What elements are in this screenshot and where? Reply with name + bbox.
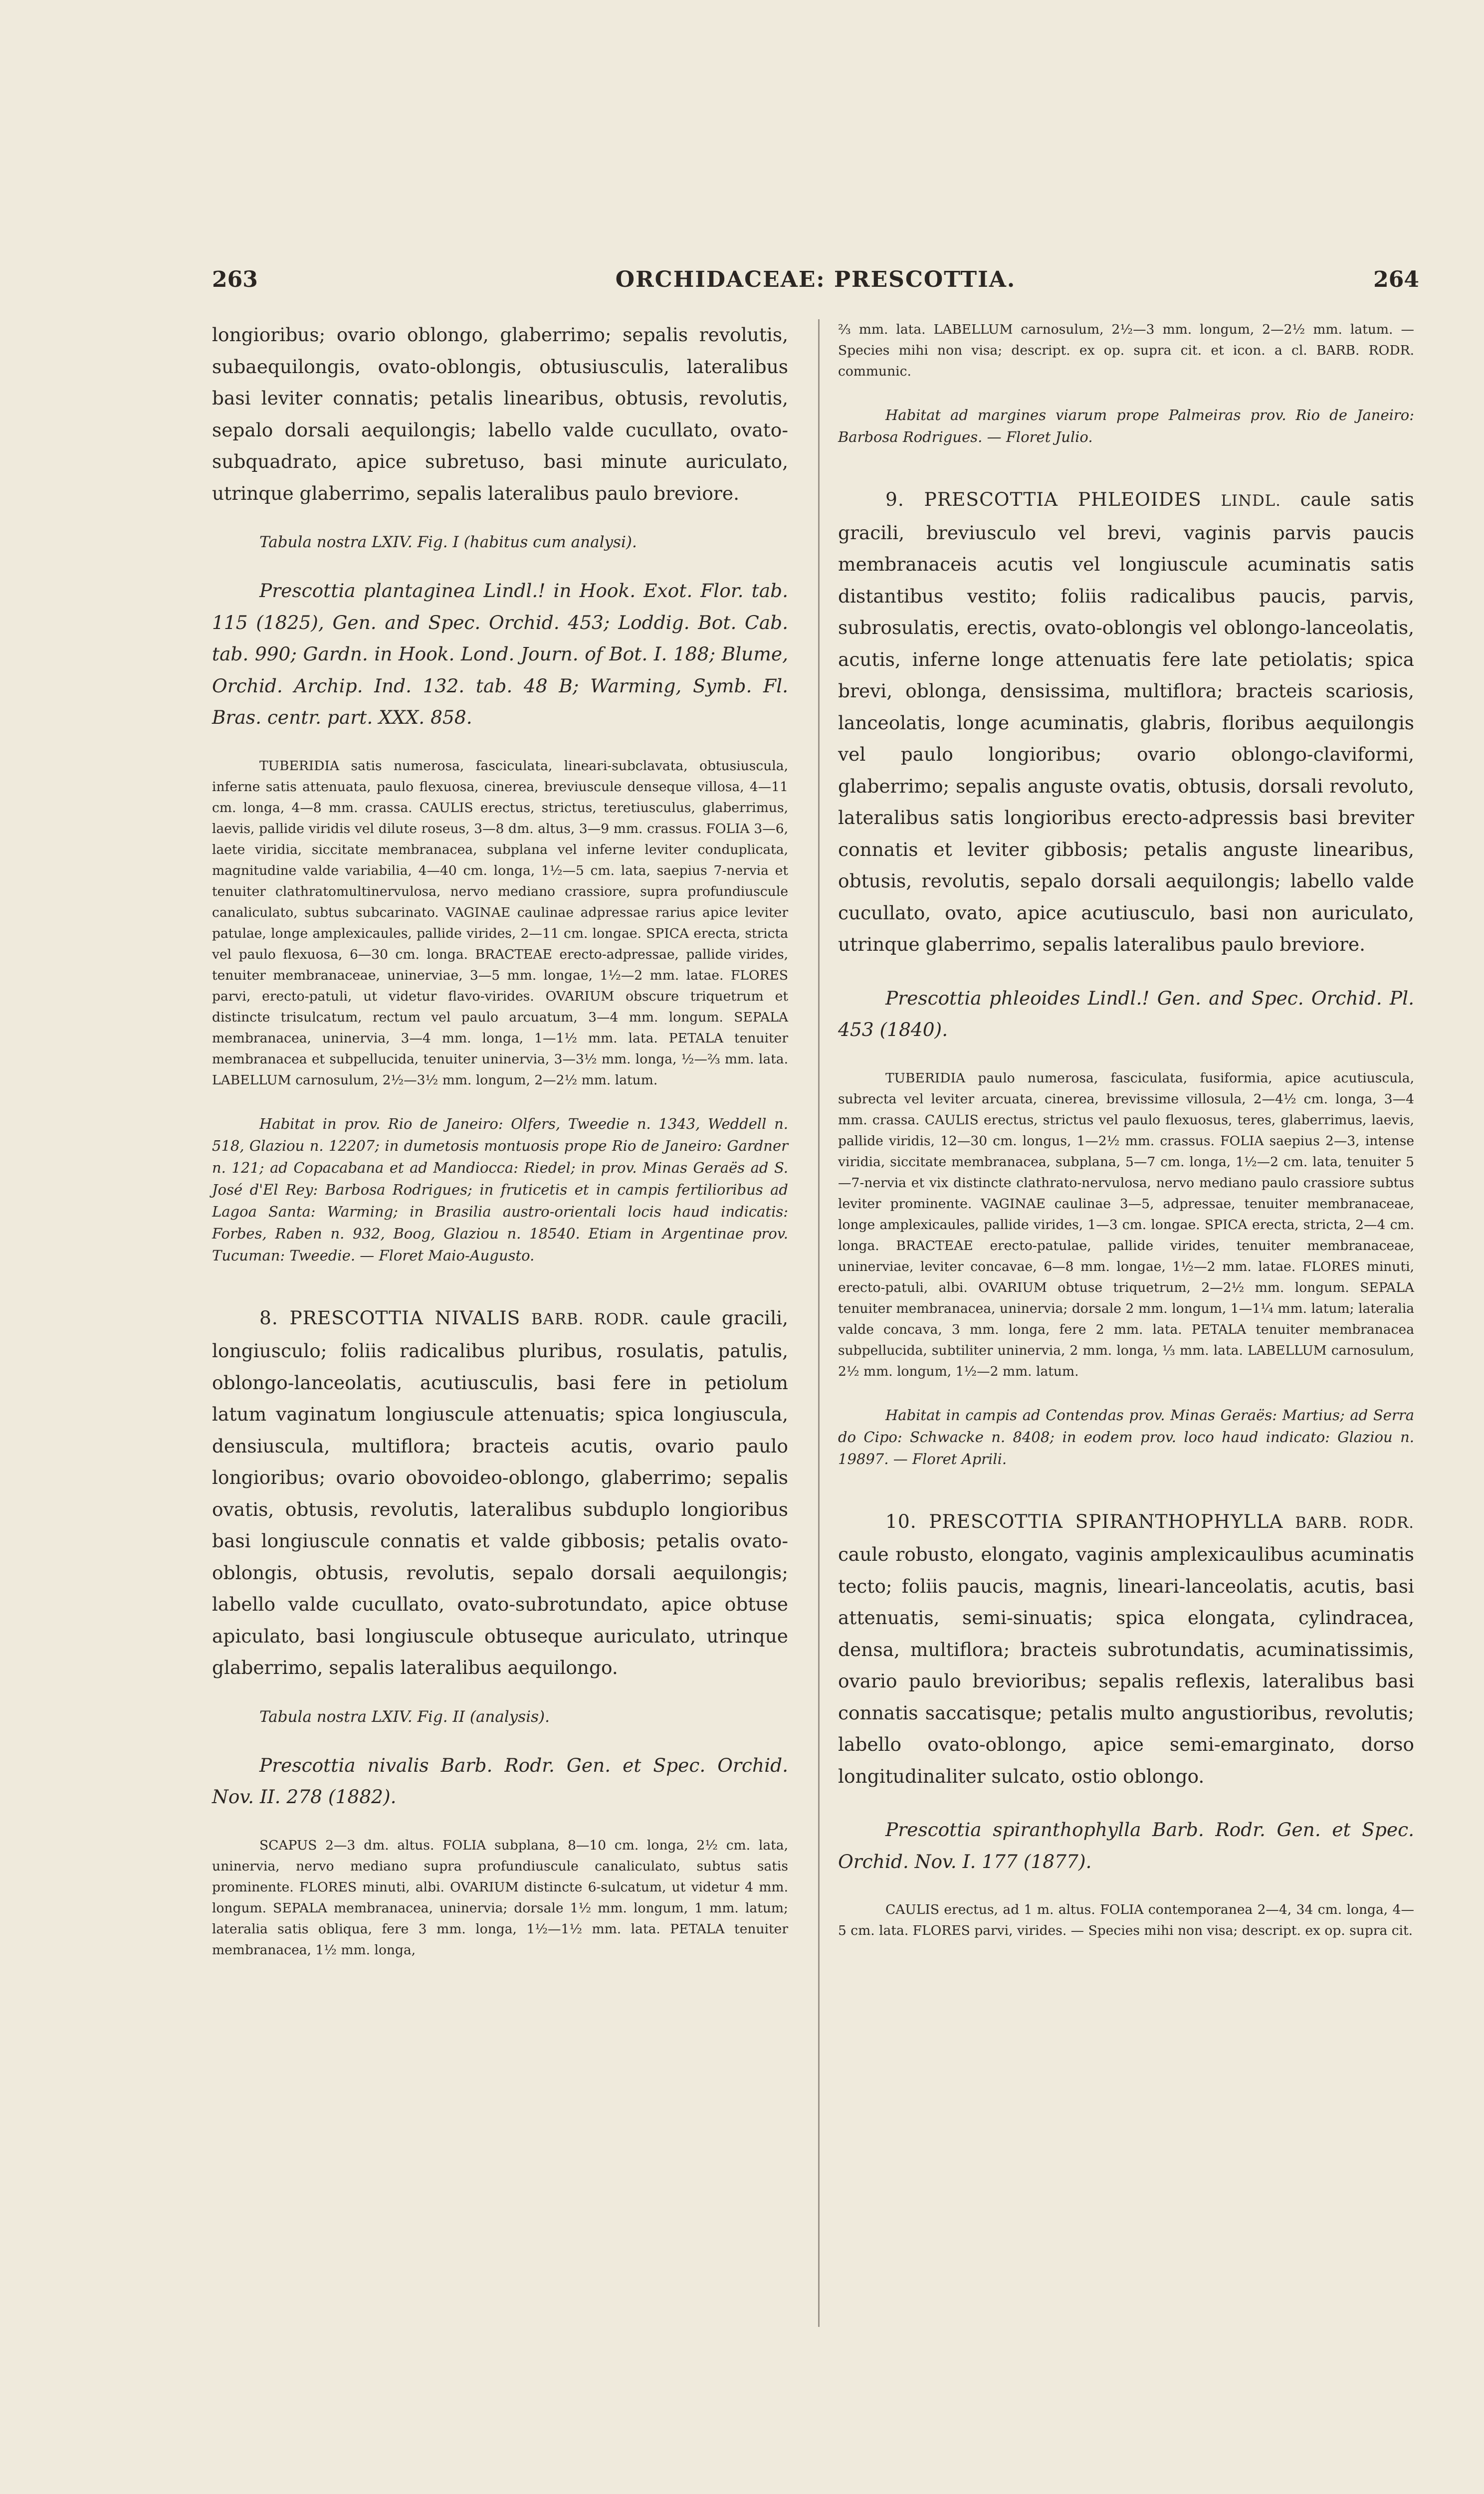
column-divider xyxy=(818,319,820,2327)
synonymy-refs-9: Prescottia phleoides Lindl.! Gen. and Spec. Orchid. Pl. 453 (1840). xyxy=(838,987,1414,1040)
species-10-diagnosis: caule robusto, elongato, vaginis amplexicaulibus acuminatis tecto; foliis paucis, magnis, lineari-lanceolatis, acutis, basi attenuatis, semi-sinuatis; spica elongata, cylindracea, densa, multiflora; bracteis subrotundatis, acuminatissimis, ovario paulo brevioribus; sepalis reflexis, lateralibus basi connatis saccatisque; petalis multo angustioribus, revolutis; labello ovato-oblongo, apice semi-emarginato, dorso longitudinaliter sulcato, ostio oblongo. xyxy=(838,1543,1414,1787)
habitat-8: Habitat ad margines viarum prope Palmeiras prov. Rio de Janeiro: Barbosa Rodrigues. — Floret Julio. xyxy=(838,407,1414,445)
habitat-7: Habitat in prov. Rio de Janeiro: Olfers, Tweedie n. 1343, Weddell n. 518, Glaziou n. 12207; in dumetosis montuosis prope Rio de Janeiro: Gardner n. 121; ad Copacabana et ad Mandiocca: Riedel; in prov. Minas Geraës ad S. José d'El Rey: Barbosa Rodrigues; in fruticetis et in campis fertilioribus ad Lagoa Santa: Warming; in Brasilia austro-orientali locis haud indicatis: Forbes, Raben n. 932, Boog, Glaziou n. 18540. Etiam in Argentinae prov. Tucuman: Tweedie. — Floret Maio-Augusto. xyxy=(212,1115,788,1264)
species-8-entry xyxy=(212,1302,788,1684)
description-8: SCAPUS 2—3 dm. altus. FOLIA subplana, 8—10 cm. longa, 2½ cm. lata, uninervia, nervo mediano supra profundiuscule canaliculato, subtus satis prominente. FLORES minuti, albi. OVARIUM distincte 6-sulcatum, ut videtur 4 mm. longum. SEPALA membranacea, uninervia; dorsale 1½ mm. longum, 1 mm. latum; lateralia satis obliqua, fere 3 mm. longa, 1½—1½ mm. lata. PETALA tenuiter membranacea, 1½ mm. longa, xyxy=(212,1837,788,1958)
description-8-continued: ⅔ mm. lata. LABELLUM carnosulum, 2½—3 mm. longum, 2—2½ mm. latum. — Species mihi non visa; descript. ex op. supra cit. et icon. a cl. BARB. RODR. communic. xyxy=(838,322,1414,379)
synonymy-refs-8: Prescottia nivalis Barb. Rodr. Gen. et Spec. Orchid. Nov. II. 278 (1882). xyxy=(212,1754,788,1808)
species-8-title: 8. PRESCOTTIA NIVALIS xyxy=(259,1306,521,1329)
species-10-entry xyxy=(838,1506,1414,1793)
species-10-author: BARB. RODR. xyxy=(1295,1513,1414,1532)
running-title: ORCHIDACEAE: PRESCOTTIA. xyxy=(615,267,1016,292)
page-number-left: 263 xyxy=(212,267,258,292)
page-number-right: 264 xyxy=(1373,267,1419,292)
species-9-author: LINDL. xyxy=(1221,492,1281,510)
species-9-diagnosis: caule satis gracili, breviusculo vel brevi, vaginis parvis paucis membranaceis acutis vel longiuscule acuminatis satis distantibus vestito; foliis radicalibus paucis, parvis, subrosulatis, erectis, ovato-oblongis vel oblongo-lanceolatis, acutis, inferne longe attenuatis fere late petiolatis; spica brevi, oblonga, densissima, multiflora; bracteis scariosis, lanceolatis, longe acuminatis, glabris, floribus aequilongis vel paulo longioribus; ovario oblongo-claviformi, glaberrimo; sepalis anguste ovatis, obtusis, dorsali revoluto, lateralibus satis longioribus erecto-adpressis basi breviter connatis et leviter gibbosis; petalis anguste linearibus, obtusis, revolutis, sepalo dorsali aequilongis; labello valde cucullato, ovato, apice acutiusculo, basi non auriculato, utrinque glaberrimo, sepalis lateralibus paulo breviore. xyxy=(838,488,1415,955)
description-7: TUBERIDIA satis numerosa, fasciculata, lineari-subclavata, obtusiuscula, inferne satis attenuata, paulo flexuosa, cinerea, breviuscule denseque villosa, 4—11 cm. longa, 4—8 mm. crassa. CAULIS erectus, strictus, teretiusculus, glaberrimus, laevis, pallide viridis vel dilute roseus, 3—8 dm. altus, 3—9 mm. crassus. FOLIA 3—6, laete viridia, siccitate membranacea, subplana vel inferne leviter conduplicata, magnitudine valde variabilia, 4—40 cm. longa, 1½—5 cm. lata, saepius 7-nervia et tenuiter clathratomultinervulosa, nervo mediano crassiore, supra profundiuscule canaliculato, subtus subcarinato. VAGINAE caulinae adpressae rarius apice leviter patulae, longe amplexicaules, pallide virides, 2—11 cm. longae. SPICA erecta, stricta vel paulo flexuosa, 6—30 cm. longa. BRACTEAE erecto-adpressae, pallide virides, tenuiter membranaceae, uninerviae, 3—5 mm. longae, 1½—2 mm. latae. FLORES parvi, erecto-patuli, ut videtur flavo-virides. OVARIUM obscure triquetrum et distincte trisulcatum, rectum vel paulo arcuatum, 3—4 mm. longum. SEPALA membranacea, uninervia, 3—4 mm. longa, 1—1½ mm. lata. PETALA tenuiter membranacea et subpellucida, tenuiter uninervia, 3—3½ mm. longa, ½—⅔ mm. lata. LABELLUM carnosulum, 2½—3½ mm. longum, 2—2½ mm. latum. xyxy=(212,758,788,1088)
tabula-caption-2: Tabula nostra LXIV. Fig. II (analysis). xyxy=(259,1707,550,1726)
species-8-author: BARB. RODR. xyxy=(531,1310,649,1328)
synonymy-refs-7: Prescottia plantaginea Lindl.! in Hook. Exot. Flor. tab. 115 (1825), Gen. and Spec. Orchid. 453; Loddig. Bot. Cab. tab. 990; Gardn. in Hook. Lond. Journ. of Bot. I. 188; Blume, Orchid. Archip. Ind. 132. tab. 48 B; Warming, Symb. Fl. Bras. centr. part. XXX. 858. xyxy=(212,580,788,728)
description-9: TUBERIDIA paulo numerosa, fasciculata, fusiformia, apice acutiuscula, subrecta vel leviter arcuata, cinerea, brevissime villosula, 2—4½ cm. longa, 3—4 mm. crassa. CAULIS erectus, strictus vel paulo flexuosus, teres, glaberrimus, laevis, pallide viridis, 12—30 cm. longus, 1—2½ mm. crassus. FOLIA saepius 2—3, intense viridia, siccitate membranacea, subplana, 5—7 cm. longa, 1½—2 cm. lata, tenuiter 5—7-nervia et vix distincte clathrato-nervulosa, nervo mediano paulo crassiore subtus leviter prominente. VAGINAE caulinae 3—5, adpressae, tenuiter membranaceae, longe amplexicaules, pallide virides, 1—3 cm. longae. SPICA erecta, stricta, 2—4 cm. longa. BRACTEAE erecto-patulae, pallide virides, tenuiter membranaceae, uninerviae, leviter concavae, 6—8 mm. longae, 1½—2 mm. latae. FLORES minuti, erecto-patuli, albi. OVARIUM obtuse triquetrum, 2—2½ mm. longum. SEPALA tenuiter membranacea, uninervia; dorsale 2 mm. longum, 1—1¼ mm. latum; lateralia valde concava, 3 mm. longa, fere 2 mm. lata. PETALA tenuiter membranacea subpellucida, subtiliter uninervia, 2 mm. longa, ⅓ mm. lata. LABELLUM carnosulum, 2½ mm. longum, 1½—2 mm. latum. xyxy=(838,1070,1414,1379)
left-column xyxy=(212,319,788,1961)
species-9-entry xyxy=(838,484,1414,961)
species-10-title: 10. PRESCOTTIA SPIRANTHOPHYLLA xyxy=(885,1510,1283,1532)
habitat-9: Habitat in campis ad Contendas prov. Minas Geraës: Martius; ad Serra do Cipo: Schwacke n. 8408; in eodem prov. loco haud indicato: Glaziou n. 19897. — Floret Aprili. xyxy=(838,1406,1414,1467)
description-10: CAULIS erectus, ad 1 m. altus. FOLIA contemporanea 2—4, 34 cm. longa, 4—5 cm. lata. FLORES parvi, virides. — Species mihi non visa; descript. ex op. supra cit. xyxy=(838,1902,1414,1938)
intro-text: longioribus; ovario oblongo, glaberrimo; sepalis revolutis, subaequilongis, ovato-oblongis, obtusiusculis, lateralibus basi leviter connatis; petalis linearibus, obtusis, revolutis, sepalo dorsali aequilongis; labello valde cucullato, ovato-subquadrato, apice subretuso, basi minute auriculato, utrinque glaberrimo, sepalis lateralibus paulo breviore. xyxy=(212,324,788,504)
species-9-title: 9. PRESCOTTIA PHLEOIDES xyxy=(885,488,1202,510)
synonymy-refs-10: Prescottia spiranthophylla Barb. Rodr. Gen. et Spec. Orchid. Nov. I. 177 (1877). xyxy=(838,1819,1414,1872)
page-header xyxy=(212,267,1419,297)
tabula-caption-1: Tabula nostra LXIV. Fig. I (habitus cum analysi). xyxy=(259,533,637,551)
right-column xyxy=(838,319,1414,1941)
species-8-diagnosis: caule gracili, longiusculo; foliis radicalibus pluribus, rosulatis, patulis, oblongo-lanceolatis, acutiusculis, basi fere in petiolum latum vaginatum longiuscule attenuatis; spica longiuscula, densiuscula, multiflora; bracteis acutis, ovario paulo longioribus; ovario obovoideo-oblongo, glaberrimo; sepalis ovatis, obtusis, revolutis, lateralibus subduplo longioribus basi longiuscule connatis et valde gibbosis; petalis ovato-oblongis, obtusis, revolutis, sepalo dorsali aequilongis; labello valde cucullato, ovato-subrotundato, apice obtuse apiculato, basi longiuscule obtuseque auriculato, utrinque glaberrimo, sepalis lateralibus aequilongo. xyxy=(212,1306,789,1678)
